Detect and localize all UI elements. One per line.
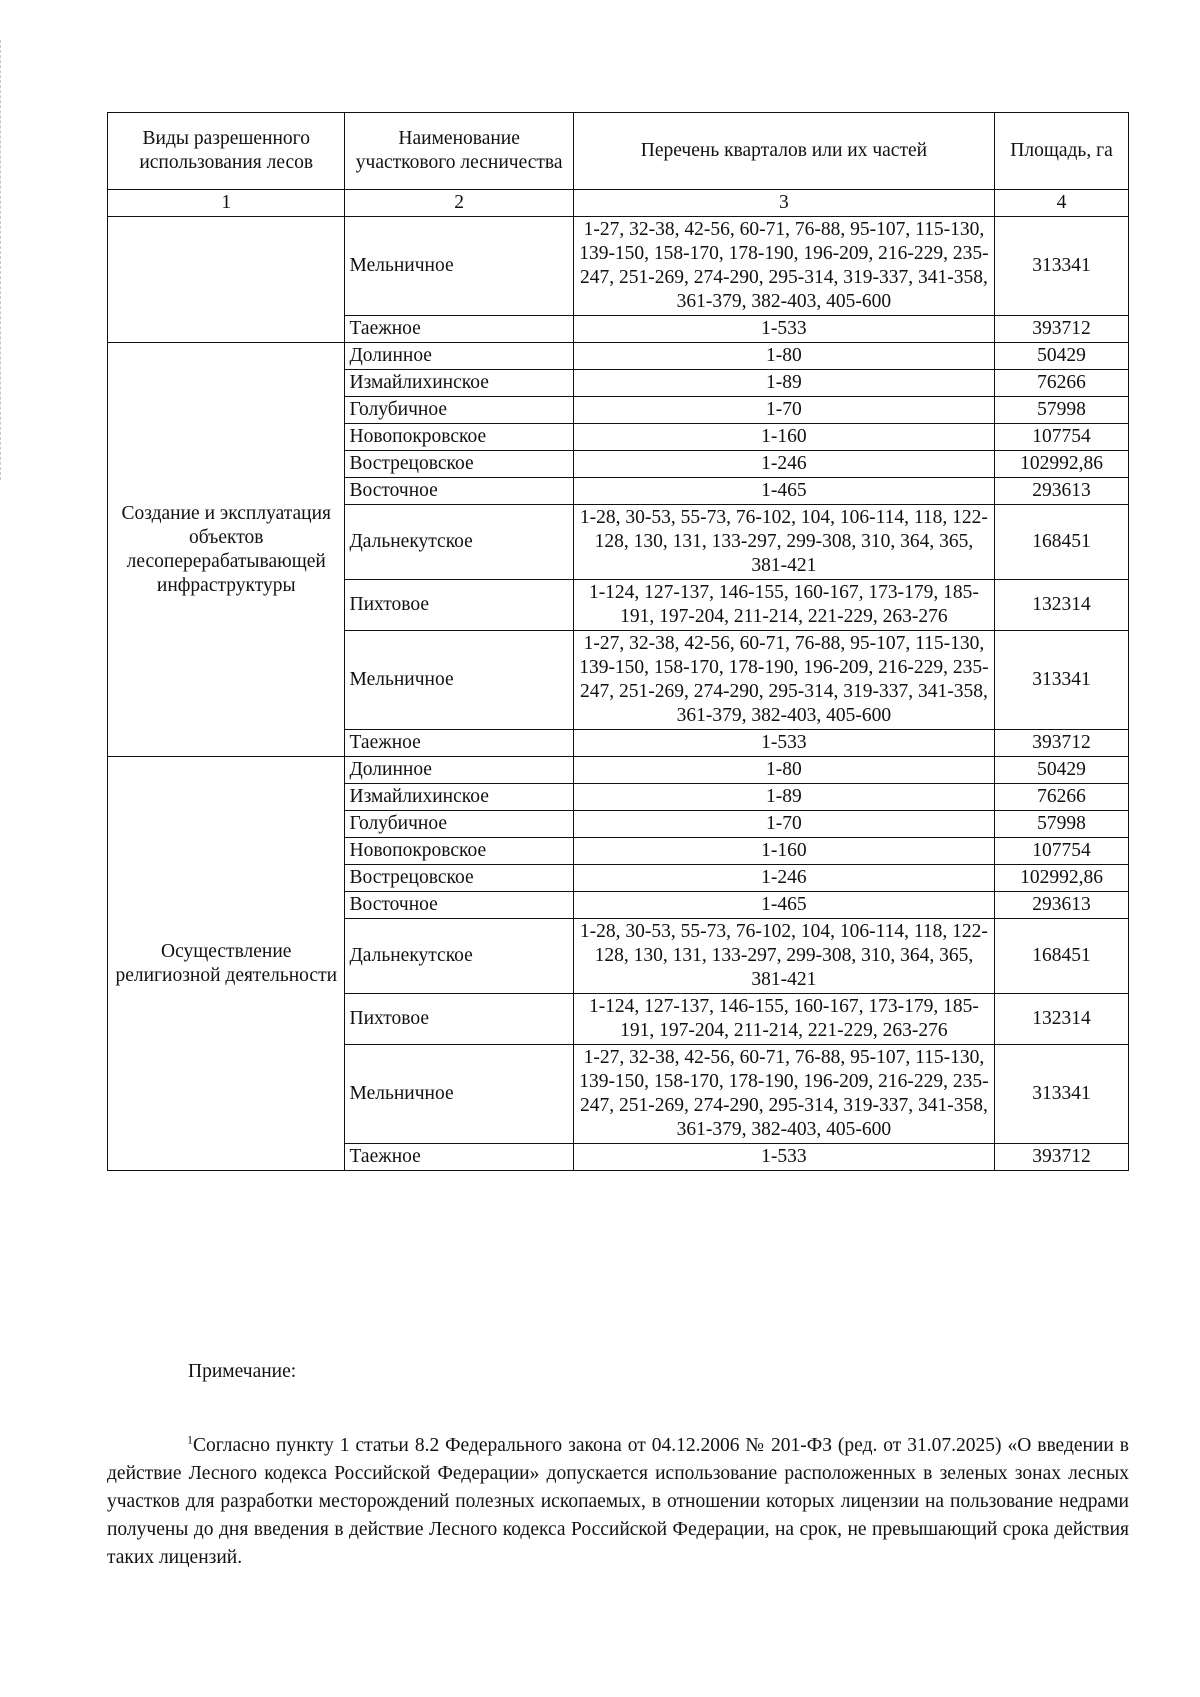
quarters-cell: 1-246 <box>573 451 994 478</box>
area-cell: 293613 <box>995 892 1129 919</box>
area-cell: 293613 <box>995 478 1129 505</box>
area-cell: 313341 <box>995 1045 1129 1144</box>
quarters-cell: 1-124, 127-137, 146-155, 160-167, 173-179, 185-191, 197-204, 211-214, 221-229, 263-276 <box>573 580 994 631</box>
quarters-cell: 1-89 <box>573 370 994 397</box>
forestry-name-cell: Пихтовое <box>345 580 573 631</box>
forestry-name-cell: Новопокровское <box>345 424 573 451</box>
table-header-row <box>108 113 1129 190</box>
area-cell: 393712 <box>995 730 1129 757</box>
quarters-cell: 1-246 <box>573 865 994 892</box>
footnote-text: Согласно пункту 1 статьи 8.2 Федерального закона от 04.12.2006 № 201-ФЗ (ред. от 31.07.2025) «О введении в действие Лесного кодекса Российской Федерации» допускается использование расположенных в зеленых зонах лесных участков для разработки месторождений полезных ископаемых, в отношении которых лицензии на пользование недрами получены до дня введения в действие Лесного кодекса Российской Федерации, на срок, не превышающий срока действия таких лицензий. <box>107 1434 1129 1568</box>
area-cell: 168451 <box>995 919 1129 994</box>
area-cell: 313341 <box>995 631 1129 730</box>
forestry-name-cell: Мельничное <box>345 1045 573 1144</box>
column-number-row <box>108 190 1129 217</box>
quarters-cell: 1-27, 32-38, 42-56, 60-71, 76-88, 95-107, 115-130, 139-150, 158-170, 178-190, 196-209, 216-229, 235-247, 251-269, 274-290, 295-314, 319-337, 341-358, 361-379, 382-403, 405-600 <box>573 1045 994 1144</box>
quarters-cell: 1-89 <box>573 784 994 811</box>
table-body <box>108 217 1129 1171</box>
header-forestry-name: Наименование участкового лесничества <box>345 113 573 190</box>
forestry-name-cell: Дальнекутское <box>345 919 573 994</box>
quarters-cell: 1-124, 127-137, 146-155, 160-167, 173-179, 185-191, 197-204, 211-214, 221-229, 263-276 <box>573 994 994 1045</box>
area-cell: 50429 <box>995 757 1129 784</box>
area-cell: 168451 <box>995 505 1129 580</box>
quarters-cell: 1-160 <box>573 424 994 451</box>
note-label: Примечание: <box>188 1361 297 1382</box>
table-row <box>108 343 1129 370</box>
forestry-name-cell: Вострецовское <box>345 865 573 892</box>
area-cell: 102992,86 <box>995 865 1129 892</box>
quarters-cell: 1-70 <box>573 397 994 424</box>
area-cell: 313341 <box>995 217 1129 316</box>
area-cell: 102992,86 <box>995 451 1129 478</box>
column-number: 2 <box>345 190 573 217</box>
header-quarters: Перечень кварталов или их частей <box>573 113 994 190</box>
forestry-name-cell: Восточное <box>345 892 573 919</box>
forestry-name-cell: Долинное <box>345 757 573 784</box>
area-cell: 393712 <box>995 1144 1129 1171</box>
footnote <box>107 1432 1129 1572</box>
forestry-name-cell: Таежное <box>345 1144 573 1171</box>
column-number: 3 <box>573 190 994 217</box>
quarters-cell: 1-160 <box>573 838 994 865</box>
quarters-cell: 1-465 <box>573 478 994 505</box>
use-kind-cell: Осуществление религиозной деятельности <box>108 757 345 1171</box>
forestry-name-cell: Дальнекутское <box>345 505 573 580</box>
forestry-name-cell: Пихтовое <box>345 994 573 1045</box>
forestry-name-cell: Голубичное <box>345 811 573 838</box>
area-cell: 57998 <box>995 811 1129 838</box>
forestry-name-cell: Мельничное <box>345 217 573 316</box>
table-row <box>108 217 1129 316</box>
forestry-name-cell: Измайлихинское <box>345 784 573 811</box>
forestry-name-cell: Долинное <box>345 343 573 370</box>
quarters-cell: 1-27, 32-38, 42-56, 60-71, 76-88, 95-107, 115-130, 139-150, 158-170, 178-190, 196-209, 216-229, 235-247, 251-269, 274-290, 295-314, 319-337, 341-358, 361-379, 382-403, 405-600 <box>573 631 994 730</box>
quarters-cell: 1-80 <box>573 757 994 784</box>
quarters-cell: 1-465 <box>573 892 994 919</box>
quarters-cell: 1-27, 32-38, 42-56, 60-71, 76-88, 95-107, 115-130, 139-150, 158-170, 178-190, 196-209, 216-229, 235-247, 251-269, 274-290, 295-314, 319-337, 341-358, 361-379, 382-403, 405-600 <box>573 217 994 316</box>
area-cell: 50429 <box>995 343 1129 370</box>
area-cell: 132314 <box>995 580 1129 631</box>
area-cell: 393712 <box>995 316 1129 343</box>
forestry-name-cell: Таежное <box>345 316 573 343</box>
forestry-name-cell: Мельничное <box>345 631 573 730</box>
area-cell: 57998 <box>995 397 1129 424</box>
column-number: 4 <box>995 190 1129 217</box>
forest-use-table <box>107 112 1129 1171</box>
area-cell: 107754 <box>995 838 1129 865</box>
area-cell: 107754 <box>995 424 1129 451</box>
quarters-cell: 1-28, 30-53, 55-73, 76-102, 104, 106-114, 118, 122-128, 130, 131, 133-297, 299-308, 310, 364, 365, 381-421 <box>573 505 994 580</box>
area-cell: 76266 <box>995 784 1129 811</box>
quarters-cell: 1-533 <box>573 316 994 343</box>
quarters-cell: 1-70 <box>573 811 994 838</box>
quarters-cell: 1-533 <box>573 730 994 757</box>
forestry-name-cell: Новопокровское <box>345 838 573 865</box>
column-number: 1 <box>108 190 345 217</box>
use-kind-cell <box>108 217 345 343</box>
forestry-name-cell: Измайлихинское <box>345 370 573 397</box>
area-cell: 132314 <box>995 994 1129 1045</box>
forestry-name-cell: Восточное <box>345 478 573 505</box>
header-use-kind: Виды разрешенного использования лесов <box>108 113 345 190</box>
table-row <box>108 757 1129 784</box>
scan-edge-marks <box>0 40 4 480</box>
forestry-name-cell: Вострецовское <box>345 451 573 478</box>
footnote-mark: 1 <box>187 1432 193 1446</box>
quarters-cell: 1-533 <box>573 1144 994 1171</box>
quarters-cell: 1-80 <box>573 343 994 370</box>
header-area: Площадь, га <box>995 113 1129 190</box>
quarters-cell: 1-28, 30-53, 55-73, 76-102, 104, 106-114, 118, 122-128, 130, 131, 133-297, 299-308, 310, 364, 365, 381-421 <box>573 919 994 994</box>
forestry-name-cell: Таежное <box>345 730 573 757</box>
area-cell: 76266 <box>995 370 1129 397</box>
use-kind-cell: Создание и эксплуатация объектов лесоперерабатывающей инфраструктуры <box>108 343 345 757</box>
forestry-name-cell: Голубичное <box>345 397 573 424</box>
